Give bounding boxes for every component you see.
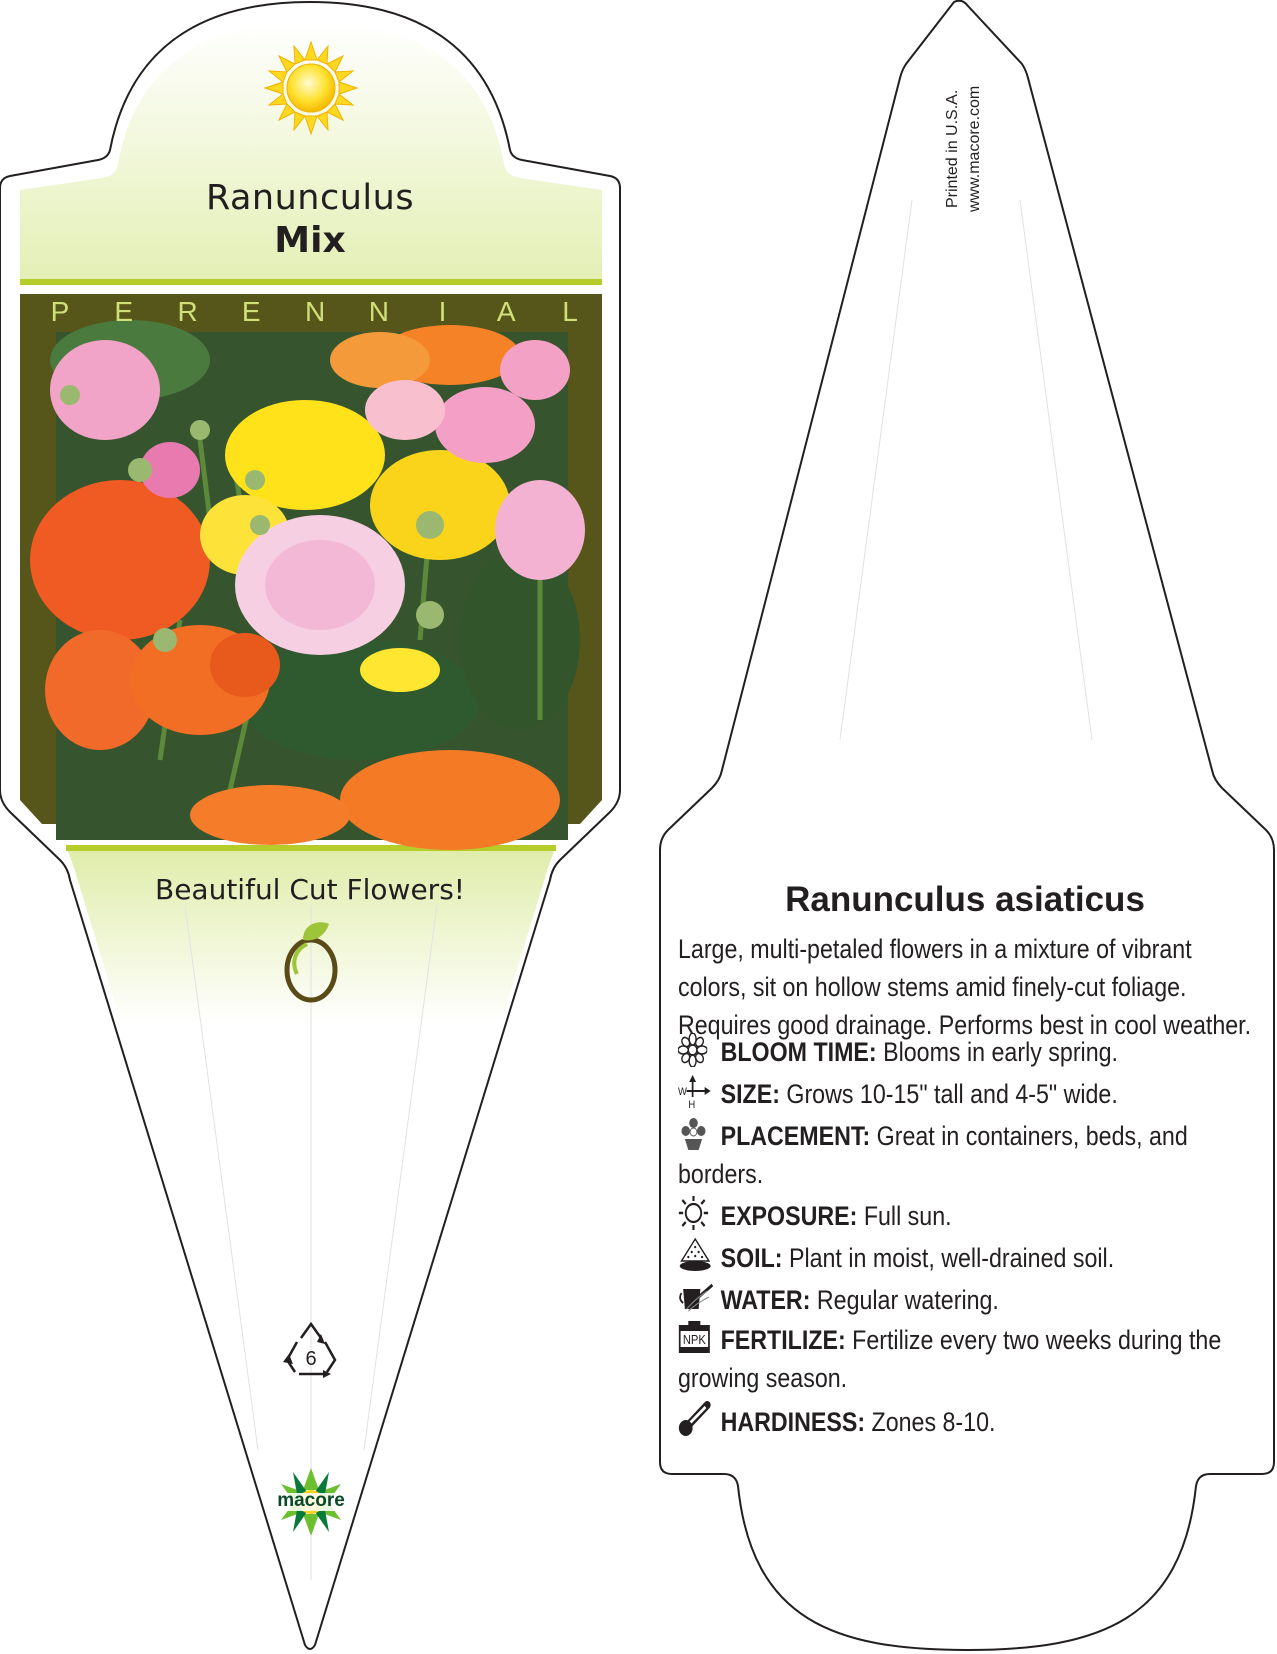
- placement-icon: [678, 1117, 714, 1149]
- attribute-soil: [678, 1237, 1254, 1277]
- category-letter: P: [50, 296, 70, 327]
- soil-icon: [678, 1237, 714, 1269]
- category-label: [50, 296, 580, 328]
- attribute-label: EXPOSURE:: [720, 1201, 858, 1231]
- category-letter: L: [562, 296, 578, 327]
- attribute-label: PLACEMENT:: [720, 1121, 871, 1151]
- category-letter: I: [438, 296, 447, 327]
- attribute-label: SOIL:: [720, 1243, 783, 1273]
- attribute-text: Plant in moist, well-drained soil.: [782, 1243, 1115, 1273]
- plant-name-line1: Ranunculus: [205, 178, 415, 218]
- thermometer-icon: [678, 1399, 714, 1431]
- category-letter: R: [177, 296, 198, 327]
- attribute-text: Grows 10-15" tall and 4-5" wide.: [779, 1079, 1118, 1109]
- attribute-exposure: [678, 1195, 1254, 1235]
- attribute-hardiness: [678, 1399, 1254, 1441]
- svg-text:H: H: [688, 1099, 696, 1109]
- attribute-label: FERTILIZE:: [720, 1325, 846, 1355]
- website-text: www.macore.com: [966, 85, 983, 212]
- npk-icon: [678, 1321, 714, 1353]
- attribute-text: Zones 8-10.: [865, 1407, 996, 1437]
- category-letter: E: [114, 296, 134, 327]
- print-info: [920, 48, 983, 218]
- attribute-fertilize: [678, 1321, 1254, 1397]
- category-letter: A: [496, 296, 516, 327]
- size-icon: [678, 1075, 714, 1107]
- brand-name: macore: [277, 1490, 345, 1511]
- tagline: Beautiful Cut Flowers!: [154, 873, 466, 906]
- svg-text:NPK: NPK: [682, 1332, 706, 1348]
- category-letter: E: [241, 296, 261, 327]
- attribute-placement: [678, 1117, 1254, 1193]
- attribute-size: [678, 1075, 1254, 1113]
- attribute-label: WATER:: [720, 1285, 811, 1315]
- printed-in-text: Printed in U.S.A.: [944, 89, 961, 208]
- scientific-name: Ranunculus asiaticus: [785, 880, 1145, 919]
- sun-icon: [678, 1195, 714, 1227]
- category-letter: N: [368, 296, 389, 327]
- attribute-bloom-time: [678, 1033, 1254, 1071]
- attribute-label: HARDINESS:: [720, 1407, 866, 1437]
- attribute-label: BLOOM TIME:: [720, 1037, 877, 1067]
- recycle-code: 6: [305, 1348, 317, 1370]
- attribute-text: Blooms in early spring.: [876, 1037, 1118, 1067]
- attribute-text: Full sun.: [857, 1201, 952, 1231]
- plant-name-line2: Mix: [274, 220, 346, 261]
- svg-text:W: W: [678, 1086, 687, 1099]
- category-letter: N: [305, 296, 326, 327]
- attribute-text: Great in containers, beds, and borders.: [678, 1121, 1188, 1189]
- attribute-water: [678, 1279, 1254, 1319]
- flower-icon: [678, 1033, 714, 1065]
- attribute-text: Fertilize every two weeks during the growing season.: [678, 1325, 1222, 1393]
- attribute-text: Regular watering.: [810, 1285, 999, 1315]
- attribute-label: SIZE:: [720, 1079, 780, 1109]
- watering-can-icon: [678, 1279, 714, 1311]
- plant-description: Large, multi-petaled flowers in a mixture of vibrant colors, sit on hollow stems amid finely-cut foliage. Requires good drainage. Performs best in cool weather.: [678, 934, 1252, 1040]
